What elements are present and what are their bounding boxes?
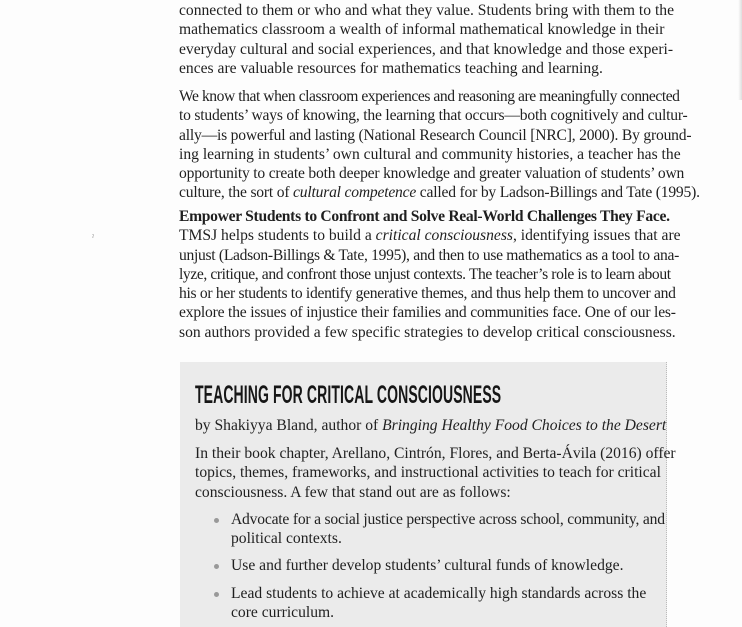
- text-line: everyday cultural and social experiences, and that knowledge and those experi-: [179, 40, 674, 58]
- text-line: to students’ ways of knowing, the learning that occurs—both cognitively and cultur-: [179, 107, 688, 125]
- text-line: lyze, critique, and confront those unjust contexts. The teacher’s role is to learn about: [179, 265, 671, 283]
- text-line: son authors provided a few specific strategies to develop critical consciousness.: [179, 323, 676, 341]
- text-line: In their book chapter, Arellano, Cintrón, Flores, and Berta-Ávila (2016) offer: [195, 445, 676, 462]
- text-line: core curriculum.: [231, 604, 335, 622]
- box-title: TEACHING FOR CRITICAL CONSCIOUSNESS: [195, 381, 502, 409]
- text-line: consciousness. A few that stand out are as follows:: [195, 483, 511, 501]
- text-line: unjust (Ladson-Billings & Tate, 1995), and then to use mathematics as a tool to ana-: [179, 246, 680, 264]
- text-line: Advocate for a social justice perspective across school, community, and: [231, 511, 665, 528]
- section-heading: Empower Students to Confront and Solve Real-World Challenges They Face.: [179, 208, 670, 225]
- paragraph-cultural-knowledge: [179, 1, 674, 78]
- text-line: topics, themes, frameworks, and instructional activities to teach for critical: [195, 464, 661, 482]
- text-line: [179, 226, 681, 245]
- text-line: his or her students to identify generative themes, and thus help them to uncover and: [179, 285, 676, 303]
- text-line: We know that when classroom experiences and reasoning are meaningfully connected: [179, 88, 680, 105]
- box-intro: [195, 444, 676, 502]
- text-run: called for by Ladson-Billings and Tate (1995).: [416, 184, 700, 202]
- scan-speck: ˀ: [92, 233, 94, 242]
- emphasis-critical-consciousness: critical consciousness: [375, 227, 513, 245]
- paragraph-empower-students: [179, 207, 681, 342]
- byline-text: by Shakiyya Bland, author of: [195, 417, 383, 434]
- byline-book-title: Bringing Healthy Food Choices to the Desert: [382, 417, 667, 434]
- text-line: Lead students to achieve at academically high standards across the: [231, 585, 647, 602]
- paragraph-meaningful-connection: [179, 87, 700, 203]
- byline-line: [195, 416, 667, 435]
- text-line: ally—is powerful and lasting (National Research Council [NRC], 2000). By ground-: [179, 126, 692, 144]
- bullet-item: [231, 556, 645, 575]
- bullet-item: [231, 584, 645, 623]
- text-line: ing learning in students’ own cultural and community histories, a teacher has the: [179, 145, 681, 163]
- text-line: ences are valuable resources for mathematics teaching and learning.: [179, 59, 603, 77]
- box-byline: [195, 416, 667, 435]
- text-line: explore the issues of injustice their families and communities face. One of our les-: [179, 304, 676, 322]
- text-run: , identifying issues that are: [512, 227, 681, 245]
- text-run: TMSJ helps students to build a: [179, 227, 376, 245]
- bullet-item: [231, 510, 665, 549]
- text-line: connected to them or who and what they value. Students bring with them to the: [179, 2, 674, 19]
- text-line: opportunity to create both deeper knowledge and greater valuation of students’ own: [179, 165, 685, 183]
- text-run: culture, the sort of: [179, 184, 294, 202]
- page-edge-shadow: [738, 0, 742, 100]
- text-line: mathematics classroom a wealth of informal mathematical knowledge in their: [179, 21, 665, 39]
- text-line: [179, 183, 700, 202]
- text-line: political contexts.: [231, 530, 342, 548]
- emphasis-cultural-competence: cultural competence: [293, 184, 417, 202]
- text-line: Use and further develop students’ cultural funds of knowledge.: [231, 557, 624, 574]
- section-heading-line: [179, 207, 670, 226]
